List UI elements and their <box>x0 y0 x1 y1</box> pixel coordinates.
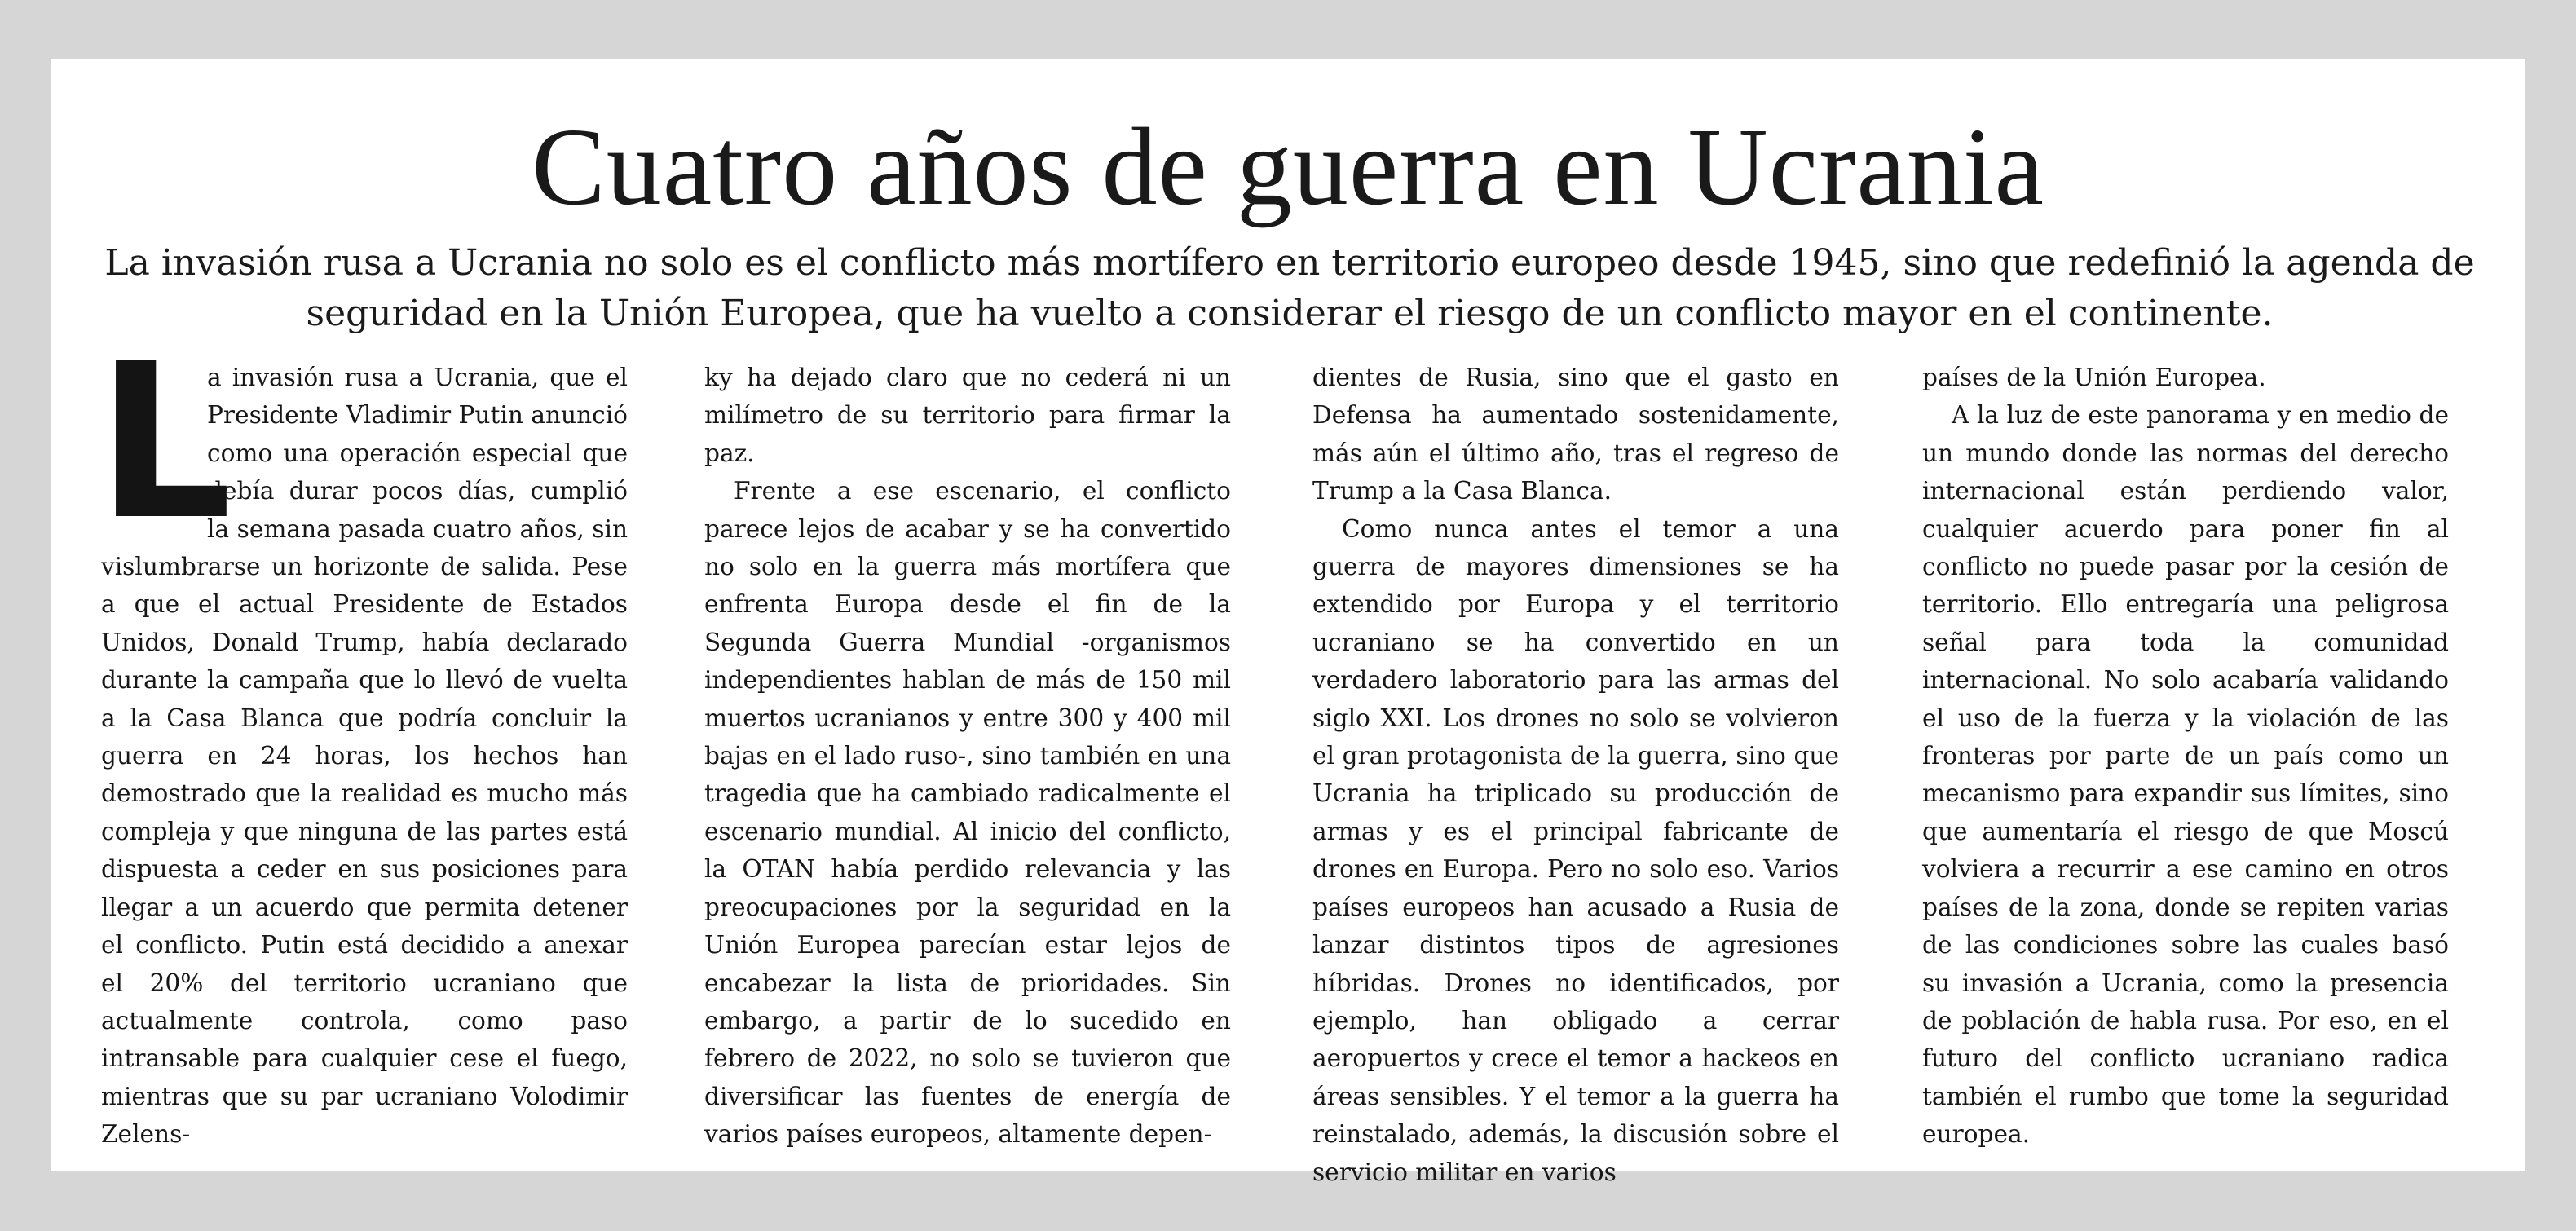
column-4-paragraph-2: A la luz de este panorama y en medio de un mundo donde las normas del derecho internacional están perdiendo valor, cualquier acuerdo para poner fin al conflicto no puede pasar por la cesión de territorio. Ello entregaría una peligrosa señal para toda la comunidad internacional. No solo acabaría validando el uso de la fuerza y la violación de las fronteras por parte de un país como un mecanismo para expandir sus límites, sino que aumentaría el riesgo de que Moscú volviera a recurrir a ese camino en otros países de la zona, donde se repiten varias de las condiciones sobre las cuales basó su invasión a Ucrania, como la presencia de población de habla rusa. Por eso, en el futuro del conflicto ucraniano radica también el rumbo que tome la seguridad europea. <box>1922 401 2449 1149</box>
drop-cap <box>96 318 232 567</box>
column-4-paragraph-1: países de la Unión Europea. <box>1922 364 2266 391</box>
column-2-paragraph-1: ky ha dejado claro que no cederá ni un milímetro de su territorio para firmar la paz. <box>704 364 1231 467</box>
article-column-1 <box>96 318 628 1154</box>
column-1-text: a invasión rusa a Ucrania, que el Presidente Vladimir Putin anunció como una operación especial que debía durar pocos días, cumplió la semana pasada cuatro años, sin vislumbrarse un horizonte de salida. Pese a que el actual Presidente de Estados Unidos, Donald Trump, había declarado durante la campaña que lo llevó de vuelta a la Casa Blanca que podría concluir la guerra en 24 horas, los hechos han demostrado que la realidad es mucho más compleja y que ninguna de las partes está dispuesta a ceder en sus posiciones para llegar a un acuerdo que permita detener el conflicto. Putin está decidido a anexar el 20% del territorio ucraniano que actualmente controla, como paso intransable para cualquier cese el fuego, mientras que su par ucraniano Volodimir Zelens- <box>101 364 628 1149</box>
article-column-4 <box>1922 359 2449 1154</box>
column-3-paragraph-2: Como nunca antes el temor a una guerra de mayores dimensiones se ha extendido por Europa y el territorio ucraniano se ha convertido en un verdadero laboratorio para las armas del siglo XXI. Los drones no solo se volvieron el gran protagonista de la guerra, sino que Ucrania ha triplicado su producción de armas y es el principal fabricante de drones en Europa. Pero no solo eso. Varios países europeos han acusado a Rusia de lanzar distintos tipos de agresiones híbridas. Drones no identificados, por ejemplo, han obligado a cerrar aeropuertos y crece el temor a hackeos en áreas sensibles. Y el temor a la guerra ha reinstalado, además, la discusión sobre el servicio militar en varios <box>1312 514 1839 1186</box>
column-2-paragraph-2: Frente a ese escenario, el conflicto parece lejos de acabar y se ha convertido no solo en la guerra más mortífera que enfrenta Europa desde el fin de la Segunda Guerra Mundial -organismos independientes hablan de más de 150 mil muertos ucranianos y entre 300 y 400 mil bajas en el lado ruso-, sino también en una tragedia que ha cambiado radicalmente el escenario mundial. Al inicio del conflicto, la OTAN había perdido relevancia y las preocupaciones por la seguridad en la Unión Europea parecían estar lejos de encabezar la lista de prioridades. Sin embargo, a partir de lo sucedido en febrero de 2022, no solo se tuvieron que diversificar las fuentes de energía de varios países europeos, altamente depen- <box>704 477 1231 1149</box>
article-column-3 <box>1312 359 1839 1191</box>
column-3-paragraph-1: dientes de Rusia, sino que el gasto en Defensa ha aumentado sostenidamente, más aún el último año, tras el regreso de Trump a la Casa Blanca. <box>1312 364 1839 505</box>
drop-cap-letter: L <box>96 318 232 567</box>
headline: Cuatro años de guerra en Ucrania <box>532 106 2044 228</box>
article-column-2 <box>704 359 1231 1154</box>
newspaper-clipping <box>51 59 2525 1186</box>
deck-subheading: La invasión rusa a Ucrania no solo es el conflicto más mortífero en territorio europeo desde 1945, sino que redefinió la agenda de seguridad en la Unión Europea, que ha vuelto a considerar el riesgo de un conflicto mayor en el continente. <box>104 242 2475 334</box>
